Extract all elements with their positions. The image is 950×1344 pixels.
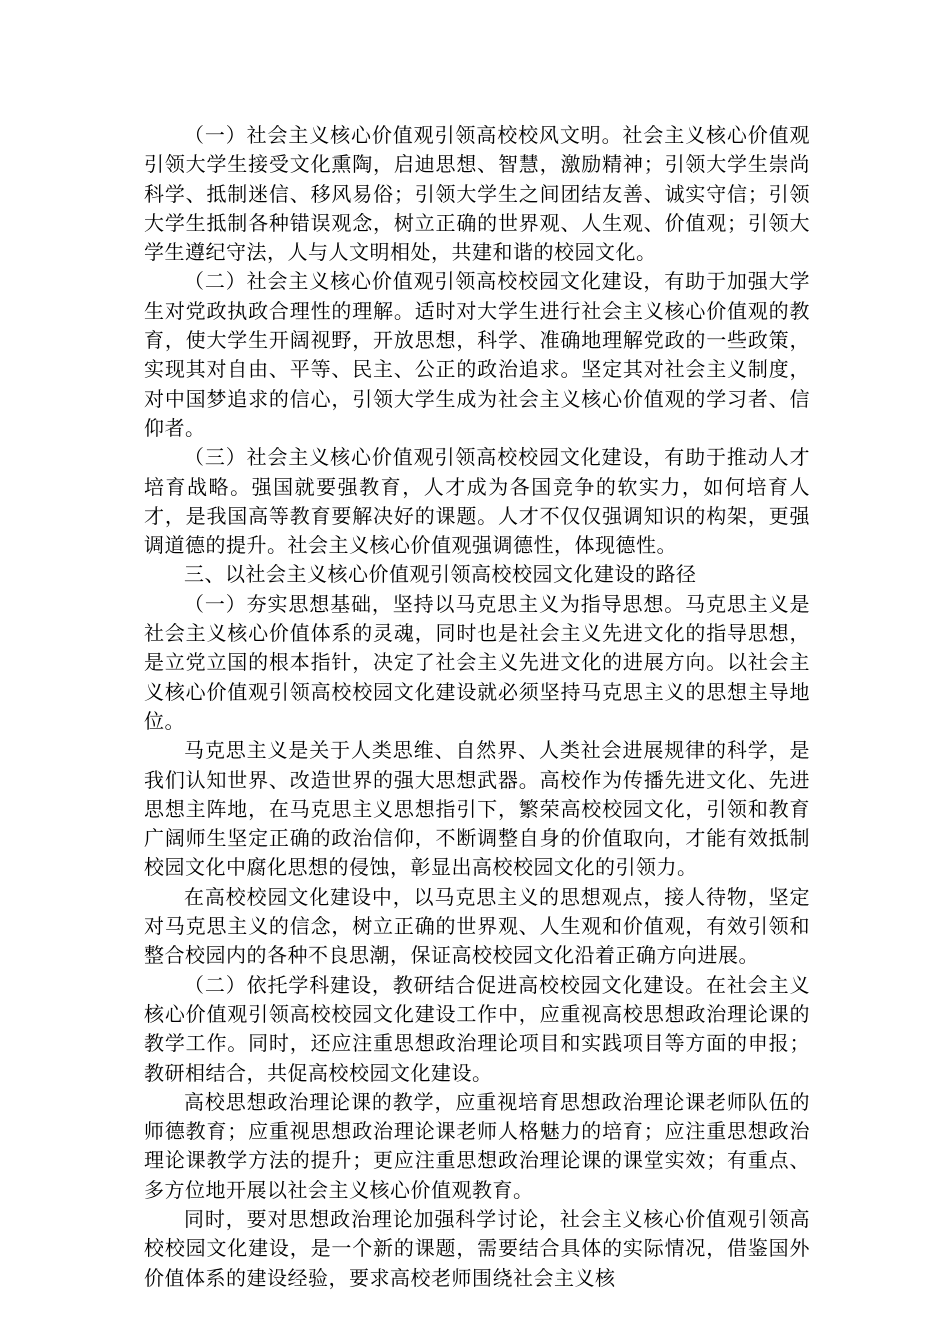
paragraph-political-teaching: 高校思想政治理论课的教学，应重视培育思想政治理论课老师队伍的师德教育；应重视思想政治理论课老师人格魅力的培育；应注重思想政治理论课教学方法的提升；更应注重思想政治理论课的课堂实效；有重点、多方位地开展以社会主义核心价值观教育。 [144,1089,810,1202]
section-heading: 三、以社会主义核心价值观引领高校校园文化建设的路径 [184,562,697,587]
paragraph-marxism-foundation: （一）夯实思想基础，坚持以马克思主义为指导思想。马克思主义是社会主义核心价值体系的灵魂，同时也是社会主义先进文化的指导思想，是立党立国的根本指针，决定了社会主义先进文化的进展方向。以社会主义核心价值观引领高校校园文化建设就必须坚持马克思主义的思想主导地位。 [144,591,810,733]
paragraph-marxism-science: 马克思主义是关于人类思维、自然界、人类社会进展规律的科学，是我们认知世界、改造世界的强大思想武器。高校作为传播先进文化、先进思想主阵地，在马克思主义思想指引下，繁荣高校校园文化，引领和教育广阔师生坚定正确的政治信仰，不断调整自身的价值取向，才能有效抵制校园文化中腐化思想的侵蚀，彰显出高校校园文化的引领力。 [144,738,810,880]
paragraph-campus-ethos: （一）社会主义核心价值观引领高校校风文明。社会主义核心价值观引领大学生接受文化熏陶，启迪思想、智慧，激励精神；引领大学生崇尚科学、抵制迷信、移风易俗；引领大学生之间团结友善、诚实守信；引领大学生抵制各种错误观念，树立正确的世界观、人生观、价值观；引领大学生遵纪守法，人与人文明相处，共建和谐的校园文化。 [144,123,810,265]
paragraph-campus-construction: 在高校校园文化建设中，以马克思主义的思想观点，接人待物，坚定对马克思主义的信念，树立正确的世界观、人生观和价值观，有效引领和整合校园内的各种不良思潮，保证高校校园文化沿着正确方向进展。 [144,884,810,968]
paragraph-talent-strategy: （三）社会主义核心价值观引领高校校园文化建设，有助于推动人才培育战略。强国就要强教育，人才成为各国竞争的软实力，如何培育人才，是我国高等教育要解决好的课题。人才不仅仅强调知识的构架，更强调道德的提升。社会主义核心价值观强调德性，体现德性。 [144,445,810,558]
paragraph-scientific-discussion: 同时，要对思想政治理论加强科学讨论，社会主义核心价值观引领高校校园文化建设，是一个新的课题，需要结合具体的实际情况，借鉴国外价值体系的建设经验，要求高校老师围绕社会主义核 [144,1206,810,1290]
paragraph-discipline-building: （二）依托学科建设，教研结合促进高校校园文化建设。在社会主义核心价值观引领高校校园文化建设工作中，应重视高校思想政治理论课的教学工作。同时，还应注重思想政治理论项目和实践项目等方面的申报；教研相结合，共促高校校园文化建设。 [144,972,810,1085]
paragraph-party-understanding: （二）社会主义核心价值观引领高校校园文化建设，有助于加强大学生对党政执政合理性的理解。适时对大学生进行社会主义核心价值观的教育，使大学生开阔视野，开放思想，科学、准确地理解党政的一些政策，实现其对自由、平等、民主、公正的政治追求。坚定其对社会主义制度，对中国梦追求的信心，引领大学生成为社会主义核心价值观的学习者、信仰者。 [144,269,810,440]
document-body [144,121,810,1293]
